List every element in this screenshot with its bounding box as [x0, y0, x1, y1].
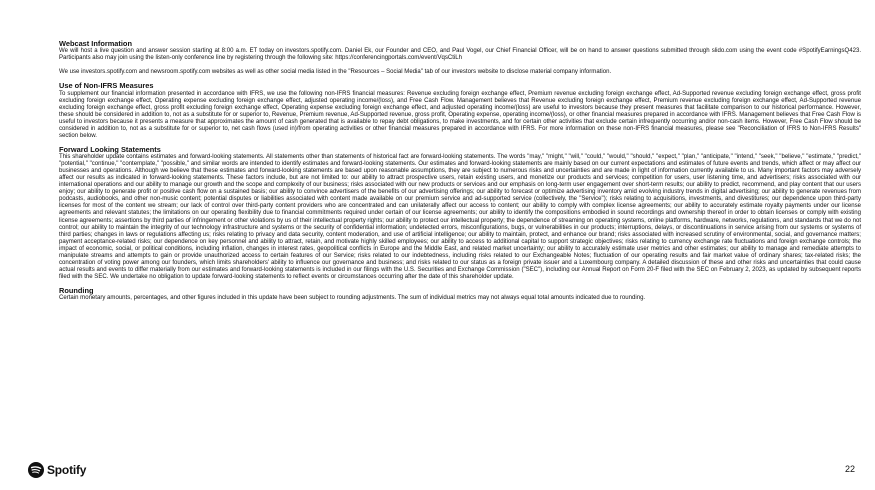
webcast-section — [59, 40, 861, 76]
webcast-body-2: We use investors.spotify.com and newsroom.spotify.com websites as well as other social media listed in the "Resources – Social Media" tab of our investors website to disclose material company information. — [59, 69, 612, 76]
rounding-section — [59, 287, 861, 302]
rounding-heading: Rounding — [59, 285, 94, 295]
non-ifrs-section — [59, 82, 861, 140]
forward-looking-body: This shareholder update contains estimates and forward-looking statements. All statements other than statements of historical fact are forward-looking statements. The words "may," "might," "will," "could," "would," "should," "expect," "plan," "anticipate," "intend," "seek," "believe," "estimate," "predict," "potential," "continue," "contemplate," "possible," and similar words are intended to identify estimates and forward-looking statements. Our estimates and forward-looking statements are mainly based on our current expectations and estimates of future events and trends, which affect or may affect our businesses and operations. Although we believe that these estimates and forward-looking statements are based upon reasonable assumptions, they are subject to numerous risks and uncertainties and are made in light of information currently available to us. Many important factors may adversely affect our results as indicated in forward-looking statements. These factors include, but are not limited to: our ability to attract prospective users, retain existing users, and monetize our products and services; competition for users, user listening time, and advertisers; risks associated with our international operations and our ability to manage our growth and the scope and complexity of our business; risks associated with our new products or services and our emphasis on long-term user engagement over short-term results; our ability to predict, recommend, and play content that our users enjoy; our ability to generate profit or positive cash flow on a sustained basis; our ability to convince advertisers of the benefits of our advertising offerings; our ability to forecast or optimize advertising inventory amid evolving industry trends in digital advertising; our ability to generate revenues from podcasts, audiobooks, and other non-music content; potential disputes or liabilities associated with content made available on our premium service and ad-supported service (collectively, the "Service"); risks relating to acquisitions, investments, and divestitures; our dependence upon third-party licenses for most of the content we stream; our lack of control over third-party content providers who are concentrated and can unilaterally affect our access to content; our ability to comply with complex license agreements; our ability to accurately estimate royalty payments under our license agreements and relevant statutes; the limitations on our operating flexibility due to financial commitments required under certain of our license agreements; our ability to identify the compositions embodied in sound recordings and ownership thereof in order to obtain licenses or comply with existing license agreements; assertions by third parties of infringement or other violations by us of their intellectual property rights; our ability to protect our intellectual property; the dependence of streaming on operating systems, online platforms, hardware, networks, regulations, and standards that we do not control; our ability to maintain the integrity of our technology infrastructure and systems or the security of confidential information; undetected errors, misconfigurations, bugs, or vulnerabilities in our products; interruptions, delays, or discontinuations in service arising from our systems or systems of third parties; changes in laws or regulations affecting us; risks relating to privacy and data security, content moderation, and use of artificial intelligence; our ability to maintain, protect, and enhance our brand; risks associated with increased scrutiny of environmental, social, and governance matters; payment acceptance-related risks; our dependence on key personnel and ability to attract, retain, and motivate highly skilled employees; our ability to access to additional capital to support strategic objectives; risks relating to currency exchange rate fluctuations and foreign exchange controls; the impact of economic, social, or political conditions, including inflation, changes in interest rates, geopolitical conflicts in Europe and the Middle East, and related market uncertainty; our ability to accurately estimate user metrics and other estimates; our ability to manage and remediate attempts to manipulate streams and attempts to gain or provide unauthorized access to certain features of our Service; risks related to our indebtedness, including risks related to our Exchangeable Notes; fluctuation of our operating results and fair market value of ordinary shares; tax-related risks; the concentration of voting power among our founders, which limits shareholders' ability to influence our governance and business; and risks related to our status as a foreign private issuer and a Luxembourg company. A detailed discussion of these and other risks and uncertainties that could cause actual results and events to differ materially from our estimates and forward-looking statements is included in our filings with the U.S. Securities and Exchange Commission ("SEC"), including our Annual Report on Form 20-F filed with the SEC on February 2, 2023, as updated by subsequent reports filed with the SEC. We undertake no obligation to update forward-looking statements to reflect events or circumstances occurring after the date of this shareholder update. — [59, 154, 861, 280]
non-ifrs-body: To supplement our financial information presented in accordance with IFRS, we use the following non-IFRS financial measures: Revenue excluding foreign exchange effect, Premium revenue excluding foreign exchange effect, Ad-Supported revenue excluding foreign exchange effect, gross profit excluding foreign exchange effect, Operating expense excluding foreign exchange effect, adjusted operating income/(loss), and Free Cash Flow. Management believes that Revenue excluding foreign exchange effect, Premium revenue excluding foreign exchange effect, Ad-Supported revenue excluding foreign exchange effect, gross profit excluding foreign exchange effect, Operating expense excluding foreign exchange effect, and adjusted operating income/(loss) are useful to investors because they present measures that facilitate comparison to our historical performance. However, these should be considered in addition to, not as a substitute for or superior to, Revenue, Premium revenue, Ad-Supported revenue, gross profit, Operating expense, operating income/(loss), or other financial measures prepared in accordance with IFRS. Management believes that Free Cash Flow is useful to investors because it presents a measure that approximates the amount of cash generated that is available to repay debt obligations, to make investments, and for certain other activities that exclude certain infrequently occurring and/or non-cash items. However, Free Cash Flow should be considered in addition to, not as a substitute for or superior to, net cash flows (used in)/from operating activities or other financial measures prepared in accordance with IFRS. For more information on these non-IFRS financial measures, please see "Reconciliation of IFRS to Non-IFRS Results" section below. — [59, 90, 861, 139]
document-page — [59, 40, 861, 308]
spotify-logo-icon — [28, 462, 44, 478]
webcast-body: We will host a live question and answer session starting at 8:00 a.m. ET today on investors.spotify.com. Daniel Ek, our Founder and CEO, and Paul Vogel, our Chief Financial Officer, will be on hand to answer questions submitted through slido.com using the event code #SpotifyEarningsQ423. Participants also may join using the listen-only conference line by registering through the following site: https://conferencingportals.com/event/VqsCtiLh — [59, 48, 861, 62]
webcast-heading: Webcast Information — [59, 39, 132, 48]
non-ifrs-heading: Use of Non-IFRS Measures — [59, 81, 154, 91]
spotify-logo — [28, 462, 86, 478]
forward-looking-heading: Forward Looking Statements — [59, 144, 161, 154]
spotify-wordmark: Spotify — [47, 463, 87, 477]
forward-looking-section — [59, 146, 861, 281]
page-number: 22 — [845, 464, 856, 474]
rounding-body: Certain monetary amounts, percentages, and other figures included in this update have been subject to rounding adjustments. The sum of individual metrics may not always equal total amounts indicated due to rounding. — [59, 295, 646, 302]
